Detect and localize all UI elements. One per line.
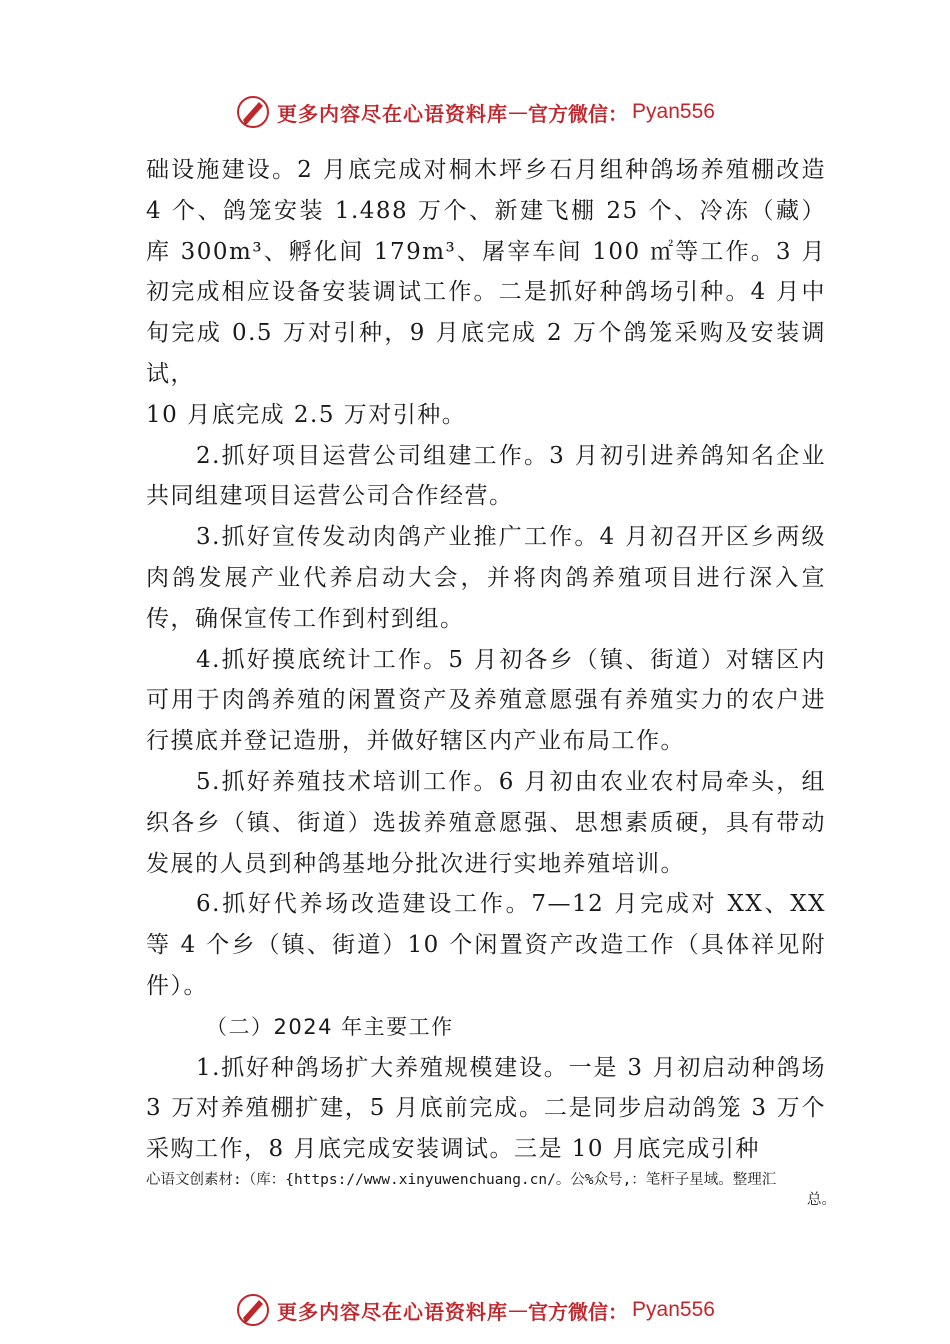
paragraph: 础设施建设。2 月底完成对桐木坪乡石月组种鸽场养殖棚改造 4 个、鸽笼安装 1.488 万个、新建飞棚 25 个、冷冻（藏） 库 300m³、孵化间 179m³、屠宰车间 100 ㎡等工作。3 月初完成相应设备安装调试工作。二是抓好种鸽场引种。4 月中旬完成 0.5 万对引种，9 月底完成 2 万个鸽笼采购及安装调试， <box>146 157 826 387</box>
paragraph: 6.抓好代养场改造建设工作。7—12 月完成对 XX、XX 等 4 个乡（镇、街道）10 个闲置资产改造工作（具体祥见附件）。 <box>146 891 826 999</box>
footer-note <box>146 1170 846 1210</box>
paragraph: 5.抓好养殖技术培训工作。6 月初由农业农村局牵头，组织各乡（镇、街道）选拔养殖意愿强、思想素质硬，具有带动发展的人员到种鸽基地分批次进行实地养殖培训。 <box>146 768 826 877</box>
paragraph: 2.抓好项目运营公司组建工作。3 月初引进养鸽知名企业共同组建项目运营公司合作经营。 <box>146 442 826 510</box>
banner-wechat-label: 官方微信： <box>528 1299 629 1324</box>
banner-wechat-label: 官方微信： <box>528 101 629 126</box>
footer-note-line: 心语文创素材:（库：{https://www.xinyuwenchuang.cn/。公%众号,：笔杆子星域。整理汇 <box>146 1172 777 1188</box>
paragraph: 10 月底完成 2.5 万对引种。 <box>146 401 467 428</box>
document-body <box>146 150 826 1170</box>
banner-separator: — <box>508 100 529 124</box>
section-heading: （二）2024 年主要工作 <box>206 1014 454 1039</box>
banner-title: 更多内容尽在心语资料库 <box>277 1299 509 1324</box>
paragraph: 3.抓好宣传发动肉鸽产业推广工作。4 月初召开区乡两级肉鸽发展产业代养启动大会，并将肉鸽养殖项目进行深入宣传，确保宣传工作到村到组。 <box>146 524 826 632</box>
pen-logo-icon <box>235 94 271 130</box>
paragraph: 1.抓好种鸽场扩大养殖规模建设。一是 3 月初启动种鸽场 3 万对养殖棚扩建，5 月底前完成。二是同步启动鸽笼 3 万个采购工作，8 月底完成安装调试。三是 10 月底完成引种 <box>146 1054 826 1163</box>
banner-separator: — <box>508 1298 529 1322</box>
banner-wechat-id: Pyan556 <box>632 100 715 123</box>
header-banner <box>0 92 950 132</box>
paragraph: 4.抓好摸底统计工作。5 月初各乡（镇、街道）对辖区内可用于肉鸽养殖的闲置资产及养殖意愿强有养殖实力的农户进行摸底并登记造册，并做好辖区内产业布局工作。 <box>146 646 826 755</box>
banner-title: 更多内容尽在心语资料库 <box>277 101 509 126</box>
footer-banner <box>0 1290 950 1330</box>
banner-wechat-id: Pyan556 <box>632 1298 715 1321</box>
pen-logo-icon <box>235 1292 271 1328</box>
footer-note-line: 总。 <box>807 1192 836 1208</box>
